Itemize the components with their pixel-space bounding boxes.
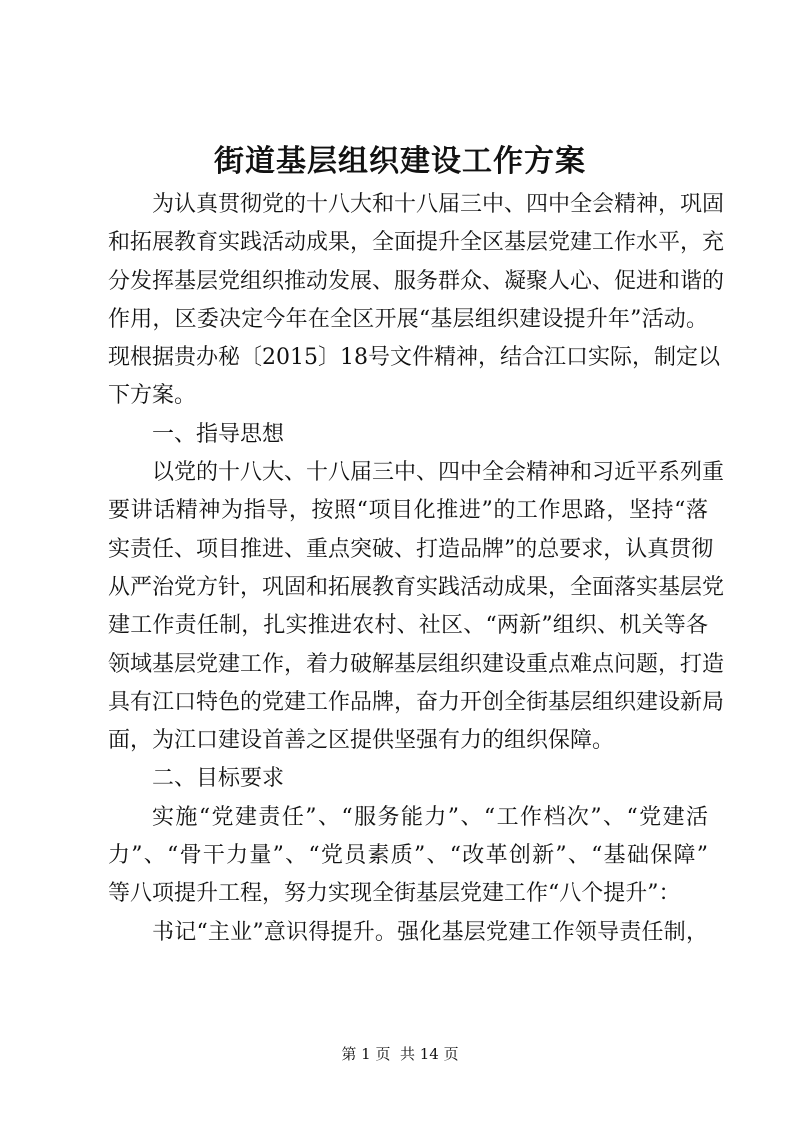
body-line: 书记“主业”意识得提升。强化基层党建工作领导责任制， (152, 919, 708, 945)
document-title: 街道基层组织建设工作方案 (214, 144, 586, 179)
body-line: 作用，区委决定今年在全区开展“基层组织建设提升年”活动。 (108, 306, 708, 332)
body-line: 以党的十八大、十八届三中、四中全会精神和习近平系列重 (152, 460, 725, 486)
body-line: 下方案。 (108, 383, 197, 409)
page-number: 第 1 页 共 14 页 (341, 1045, 459, 1063)
body-line: 领域基层党建工作，着力破解基层组织建设重点难点问题，打造 (108, 651, 725, 677)
body-line: 等八项提升工程，努力实现全街基层党建工作“八个提升”： (108, 881, 681, 907)
body-line: 面，为江口建设首善之区提供坚强有力的组织保障。 (108, 728, 615, 754)
document-body (108, 186, 725, 952)
body-line: 具有江口特色的党建工作品牌，奋力开创全街基层组织建设新局 (108, 689, 725, 715)
body-line: 现根据贵办秘〔2015〕18号文件精神，结合江口实际，制定以 (108, 345, 720, 371)
section-heading: 二、目标要求 (152, 766, 285, 792)
body-line: 要讲话精神为指导，按照“项目化推进”的工作思路，坚持“落 (108, 498, 708, 524)
body-line: 建工作责任制，扎实推进农村、社区、“两新”组织、机关等各 (108, 613, 708, 639)
body-line: 力”、“骨干力量”、“党员素质”、“改革创新”、“基础保障” (108, 843, 708, 869)
body-line: 为认真贯彻党的十八大和十八届三中、四中全会精神，巩固 (152, 192, 725, 217)
body-line: 实责任、项目推进、重点突破、打造品牌”的总要求，认真贯彻 (108, 536, 714, 562)
section-heading: 一、指导思想 (152, 421, 285, 447)
body-line: 实施“党建责任”、“服务能力”、“工作档次”、“党建活 (152, 804, 708, 830)
body-line: 分发挥基层党组织推动发展、服务群众、凝聚人心、促进和谐的 (108, 268, 725, 294)
page-footer (0, 1044, 800, 1064)
body-line: 从严治党方针，巩固和拓展教育实践活动成果，全面落实基层党 (108, 574, 725, 600)
body-line: 和拓展教育实践活动成果，全面提升全区基层党建工作水平，充 (108, 230, 725, 256)
